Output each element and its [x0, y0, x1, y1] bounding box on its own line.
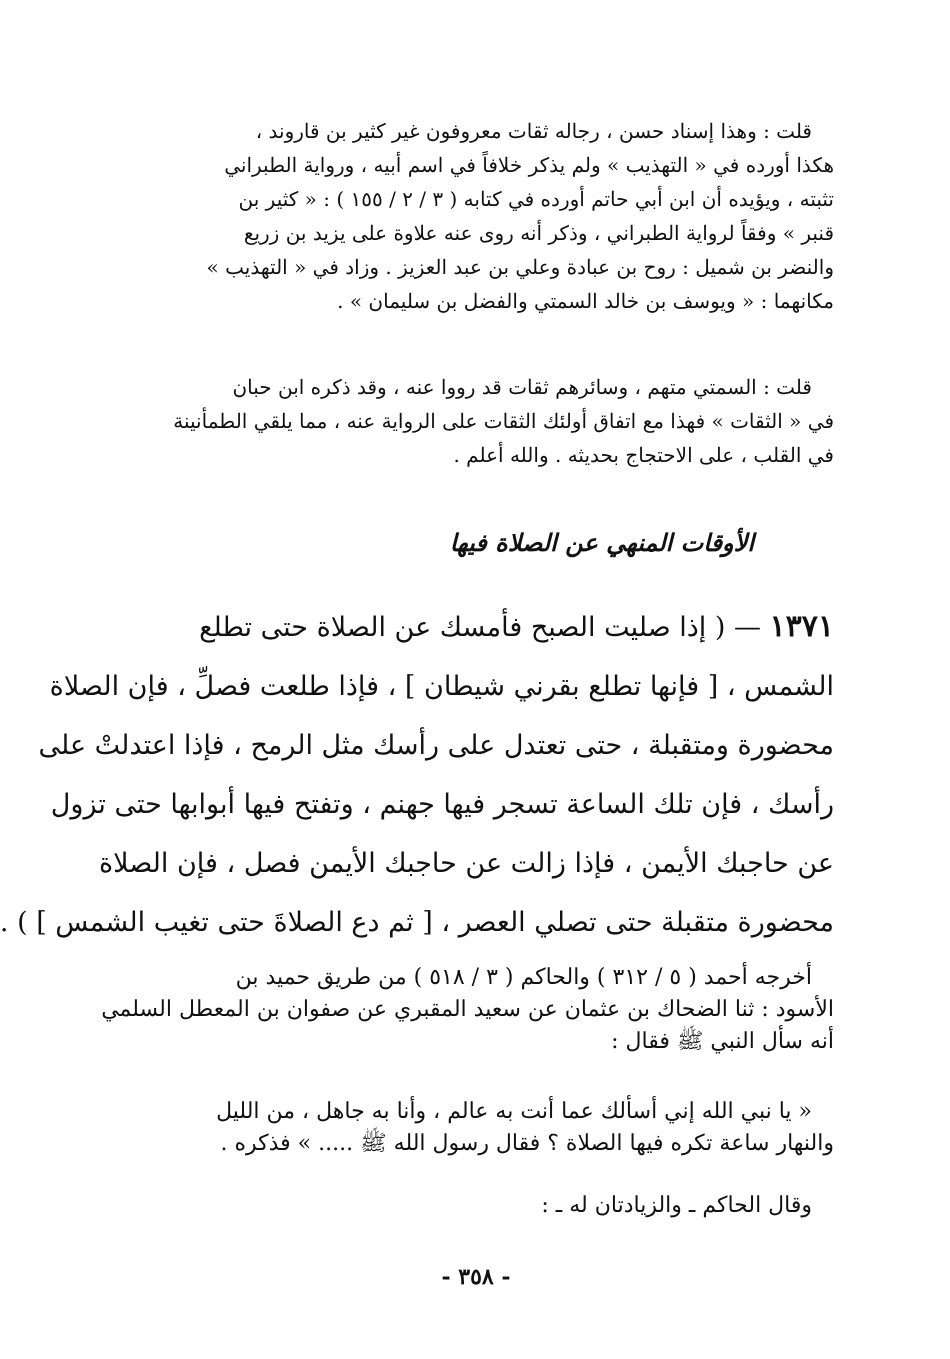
text-line: هكذا أورده في « التهذيب » ولم يذكر خلافاً في اسم أبيه ، ورواية الطبراني	[224, 153, 834, 177]
text-line: في القلب ، على الاحتجاج بحديثه . والله أعلم .	[453, 443, 834, 467]
text-line: عن حاجبك الأيمن ، فإذا زالت عن حاجبك الأيمن فصل ، فإن الصلاة	[99, 848, 834, 879]
text-line: قنبر » وفقاً لرواية الطبراني ، وذكر أنه روى عنه علاوة على يزيد بن زريع	[243, 221, 834, 245]
text-line: في « الثقات » فهذا مع اتفاق أولئك الثقات على الرواية عنه ، مما يلقي الطمأنينة	[173, 409, 834, 433]
text-line: محضورة متقبلة حتى تصلي العصر ، [ ثم دع الصلاةَ حتى تغيب الشمس ] ) .	[0, 907, 834, 938]
text-line: الأسود : ثنا الضحاك بن عثمان عن سعيد المقبري عن صفوان بن المعطل السلمي	[101, 997, 834, 1022]
hadith-first-line	[112, 597, 834, 657]
text-line: رأسك ، فإن تلك الساعة تسجر فيها جهنم ، وتفتح فيها أبوابها حتى تزول	[50, 789, 834, 820]
text-line: أنه سأل النبي ﷺ فقال :	[611, 1029, 834, 1054]
commentary-paragraph-1	[112, 114, 834, 318]
takhrij-paragraph	[101, 962, 834, 1058]
text-line: والنضر بن شميل : روح بن عبادة وعلي بن عبد العزيز . وزاد في « التهذيب »	[206, 255, 834, 279]
book-page	[2, 0, 950, 1359]
text-line: مكانهما : « ويوسف بن خالد السمتي والفضل بن سليمان » .	[337, 289, 834, 313]
text-line: أخرجه أحمد ( ٥ / ٣١٢ ) والحاكم ( ٣ / ٥١٨ ) من طريق حميد بن	[235, 965, 812, 990]
text-line: « يا نبي الله إني أسألك عما أنت به عالم ، وأنا به جاهل ، من الليل	[216, 1099, 812, 1124]
text-line: تثبته ، ويؤيده أن ابن أبي حاتم أورده في كتابه ( ٣ / ٢ / ١٥٥ ) : « كثير بن	[238, 187, 834, 211]
hadith-text	[0, 597, 834, 952]
hakim-line	[112, 1190, 834, 1222]
text-line: الشمس ، [ فإنها تطلع بقرني شيطان ] ، فإذا طلعت فصلِّ ، فإن الصلاة	[49, 671, 834, 702]
quoted-question	[112, 1096, 834, 1160]
section-heading: الأوقات المنهي عن الصلاة فيها	[449, 528, 754, 557]
text-line: قلت : وهذا إسناد حسن ، رجاله ثقات معروفون غير كثير بن قاروند ،	[255, 119, 812, 143]
text-line: — ( إذا صليت الصبح فأمسك عن الصلاة حتى تطلع	[199, 612, 761, 643]
text-line: قلت : السمتي متهم ، وسائرهم ثقات قد رووا عنه ، وقد ذكره ابن حبان	[232, 375, 812, 399]
commentary-paragraph-2	[112, 370, 834, 472]
text-line: محضورة ومتقبلة ، حتى تعتدل على رأسك مثل الرمح ، فإذا اعتدلتْ على	[38, 730, 834, 761]
text-line: والنهار ساعة تكره فيها الصلاة ؟ فقال رسول الله ﷺ ..... » فذكره .	[220, 1131, 834, 1156]
page-number: - ٣٥٨ -	[441, 1264, 511, 1290]
hadith-number: ١٣٧١	[769, 609, 834, 644]
text-line: وقال الحاكم ـ والزيادتان له ـ :	[541, 1193, 812, 1218]
